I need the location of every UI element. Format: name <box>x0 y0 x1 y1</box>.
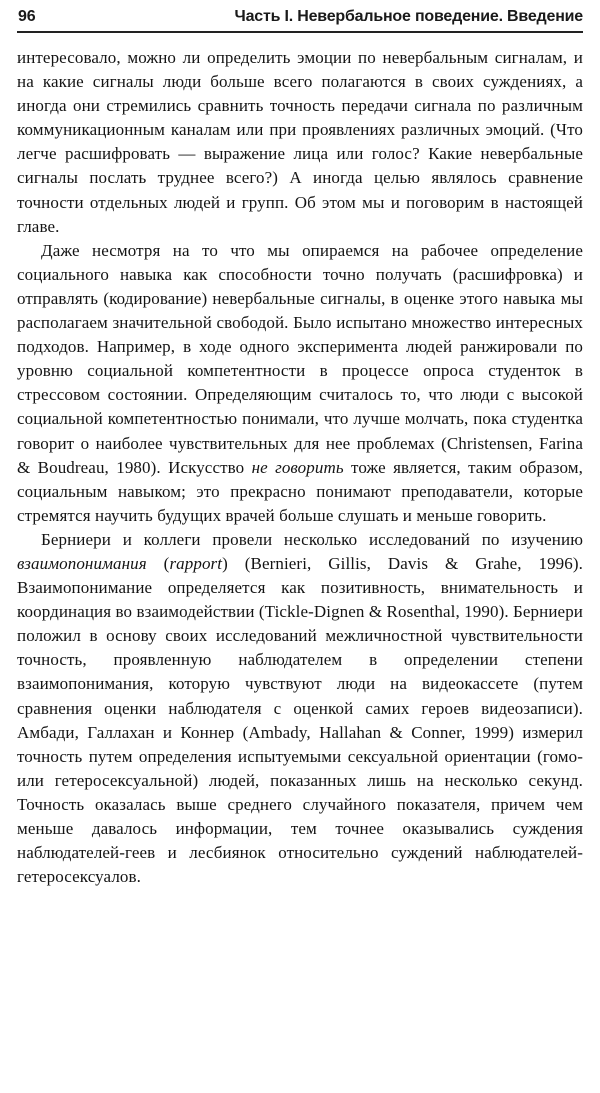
italic-term: взаимопонимания <box>17 553 147 573</box>
text-run: ( <box>146 553 170 573</box>
paragraph-social-skill <box>17 239 583 528</box>
paragraph-continued <box>17 46 583 239</box>
running-head <box>17 0 583 32</box>
text-run: интересовало, можно ли определить эмоции по невербальным сигналам, и на какие сигналы люди больше всего полагаются в своих суждениях, а иногда они стремились сравнить точность передачи сигнала по различным коммуникационным каналам или при проявлениях различных эмоций. (Что легче расшифровать — выражение лица или голос? Какие невербальные сигналы послать труднее всего?) А иногда целью являлось сравнение точности отдельных людей и групп. Об этом мы и поговорим в настоящей главе. <box>17 48 583 236</box>
italic-term: rapport <box>169 553 223 573</box>
paragraph-rapport <box>17 528 583 889</box>
text-run: тоже является, таким образом, социальным навыком; это прекрасно понимают преподаватели, которые стремятся научить будущих врачей больше слушать и меньше говорить. <box>17 457 583 525</box>
text-run: Даже несмотря на то что мы опираемся на рабочее определение социального навыка как способности точно получать (расшифровка) и отправлять (кодирование) невербальные сигналы, в оценке этого навыка мы располагаем значительной свободой. Было испытано множество интересных подходов. Например, в ходе одного эксперимента людей ранжировали по уровню социальной компетентности в процессе опроса студенток в стрессовом состоянии. Определяющим считалось то, что люди с высокой социальной компетентностью понимали, что лучше молчать, пока студентка говорит о наиболее чувствительных для нее проблемах (Christensen, Farina & Boudreau, 1980). Искусство <box>17 240 583 477</box>
page-number: 96 <box>18 8 36 25</box>
text-run: ) (Bernieri, Gillis, Davis & Grahe, 1996). Взаимопонимание определяется как позитивность, внимательность и координация во взаимодействии (Tickle-Dignen & Rosenthal, 1990). Берниери положил в основу своих исследований межличностной чувствительности точность, проявленную наблюдателем в определении степени взаимопонимания, которую чувствуют люди на видеокассете (путем сравнения оценки наблюдателя с оценкой самих героев видеозаписи). Амбади, Галлахан и Коннер (Ambady, Hallahan & Conner, 1999) измерил точность путем определения испытуемыми сексуальной ориентации (гомо- или гетеросексуальной) людей, показанных лишь на несколько секунд. Точность оказалась выше среднего случайного показателя, причем чем меньше давалось информации, тем точнее оказывались суждения наблюдателей-геев и лесбиянок относительно суждений наблюдателей-гетеросексуалов. <box>17 553 583 887</box>
header-divider <box>17 31 583 33</box>
section-title: Часть I. Невербальное поведение. Введение <box>234 8 583 25</box>
italic-term: не говорить <box>251 457 344 477</box>
text-body <box>17 46 583 889</box>
text-run: Берниери и коллеги провели несколько исследований по изучению <box>41 529 583 549</box>
